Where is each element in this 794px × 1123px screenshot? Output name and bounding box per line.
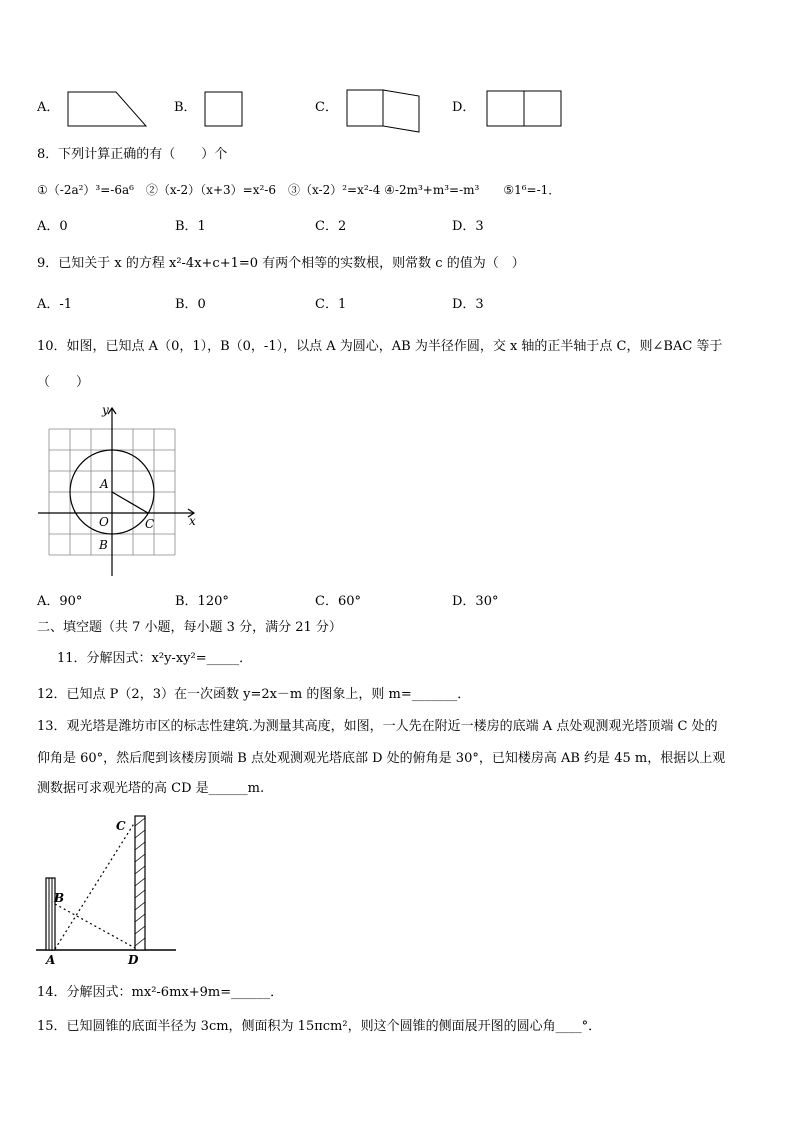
q7-option-c-label: C． xyxy=(315,100,338,115)
q11: 11．分解因式：x²y-xy²=_____． xyxy=(57,651,253,666)
q10-title: 10．如图，已知点 A（0，1），B（0，-1），以点 A 为圆心，AB 为半径作圆，交 x 轴的正半轴于点 C，则∠BAC 等于 xyxy=(37,339,723,354)
q13-label-a: A xyxy=(46,953,56,967)
q13-label-d: D xyxy=(128,953,139,967)
q8-items: ①（-2a²）³=-6a⁶ ②（x-2）（x+3）=x²-6 ③（x-2）²=x²-4 ④-2m³+m³=-m³ ⑤1⁶=-1． xyxy=(37,183,561,197)
q10-label-c: C xyxy=(145,517,155,531)
q7-option-d-figure xyxy=(485,89,563,129)
section-2-heading: 二、填空题（共 7 小题，每小题 3 分，满分 21 分） xyxy=(37,620,342,635)
q10-label-o: O xyxy=(99,515,109,529)
q13-line1: 13．观光塔是潍坊市区的标志性建筑.为测量其高度，如图，一人先在附近一楼房的底端 A 点处观测观光塔顶端 C 处的 xyxy=(37,719,718,734)
q10-option-c: C．60° xyxy=(315,594,361,609)
q13-label-c: C xyxy=(116,819,126,833)
q13-sight-line-ac xyxy=(55,822,135,949)
q13-sight-line-bd xyxy=(55,904,135,948)
q10-option-a: A．90° xyxy=(37,594,83,609)
q10-label-x: x xyxy=(189,514,196,528)
q13-tower-figure xyxy=(36,812,181,972)
q7-option-b-label: B． xyxy=(174,100,197,115)
q10-option-d: D．30° xyxy=(452,594,499,609)
q10-paren: （ ） xyxy=(37,375,90,390)
q8-option-a: A．0 xyxy=(37,219,68,234)
q13-label-b: B xyxy=(54,891,65,905)
q10-label-a: A xyxy=(100,477,109,491)
q10-label-y: y xyxy=(102,403,109,417)
q10-option-b: B．120° xyxy=(175,594,229,609)
q7-option-a-label: A． xyxy=(37,100,60,115)
q9-title: 9．已知关于 x 的方程 x²-4x+c+1=0 有两个相等的实数根，则常数 c 的值为（ ） xyxy=(37,256,525,271)
q15: 15．已知圆锥的底面半径为 3cm，侧面积为 15πcm²，则这个圆锥的侧面展开图的圆心角____°． xyxy=(37,1019,602,1034)
q9-option-c: C．1 xyxy=(315,297,347,312)
q13-building xyxy=(46,878,55,950)
q7-option-a-figure xyxy=(66,90,148,128)
q12: 12．已知点 P（2，3）在一次函数 y=2x－m 的图象上，则 m=_______． xyxy=(37,687,471,702)
q7-option-d-label: D． xyxy=(452,100,476,115)
q8-option-c: C．2 xyxy=(315,219,347,234)
q9-option-b: B．0 xyxy=(175,297,206,312)
q8-option-d: D．3 xyxy=(452,219,484,234)
q7-option-b-figure xyxy=(203,90,245,128)
q10-segment-ac xyxy=(112,492,148,513)
q10-label-b: B xyxy=(99,538,108,552)
q13-line3: 测数据可求观光塔的高 CD 是______m. xyxy=(37,781,265,796)
q10-coordinate-figure xyxy=(36,402,206,582)
q8-option-b: B．1 xyxy=(175,219,206,234)
q8-title: 8．下列计算正确的有（ ）个 xyxy=(37,147,228,162)
q7-option-c-figure xyxy=(345,88,423,134)
q13-line2: 仰角是 60°，然后爬到该楼房顶端 B 点处观测观光塔底部 D 处的俯角是 30°，已知楼房高 AB 约是 45 m，根据以上观 xyxy=(37,751,726,766)
q9-option-d: D．3 xyxy=(452,297,484,312)
q9-option-a: A．-1 xyxy=(37,297,73,312)
q14: 14．分解因式：mx²-6mx+9m=______． xyxy=(37,985,284,1000)
